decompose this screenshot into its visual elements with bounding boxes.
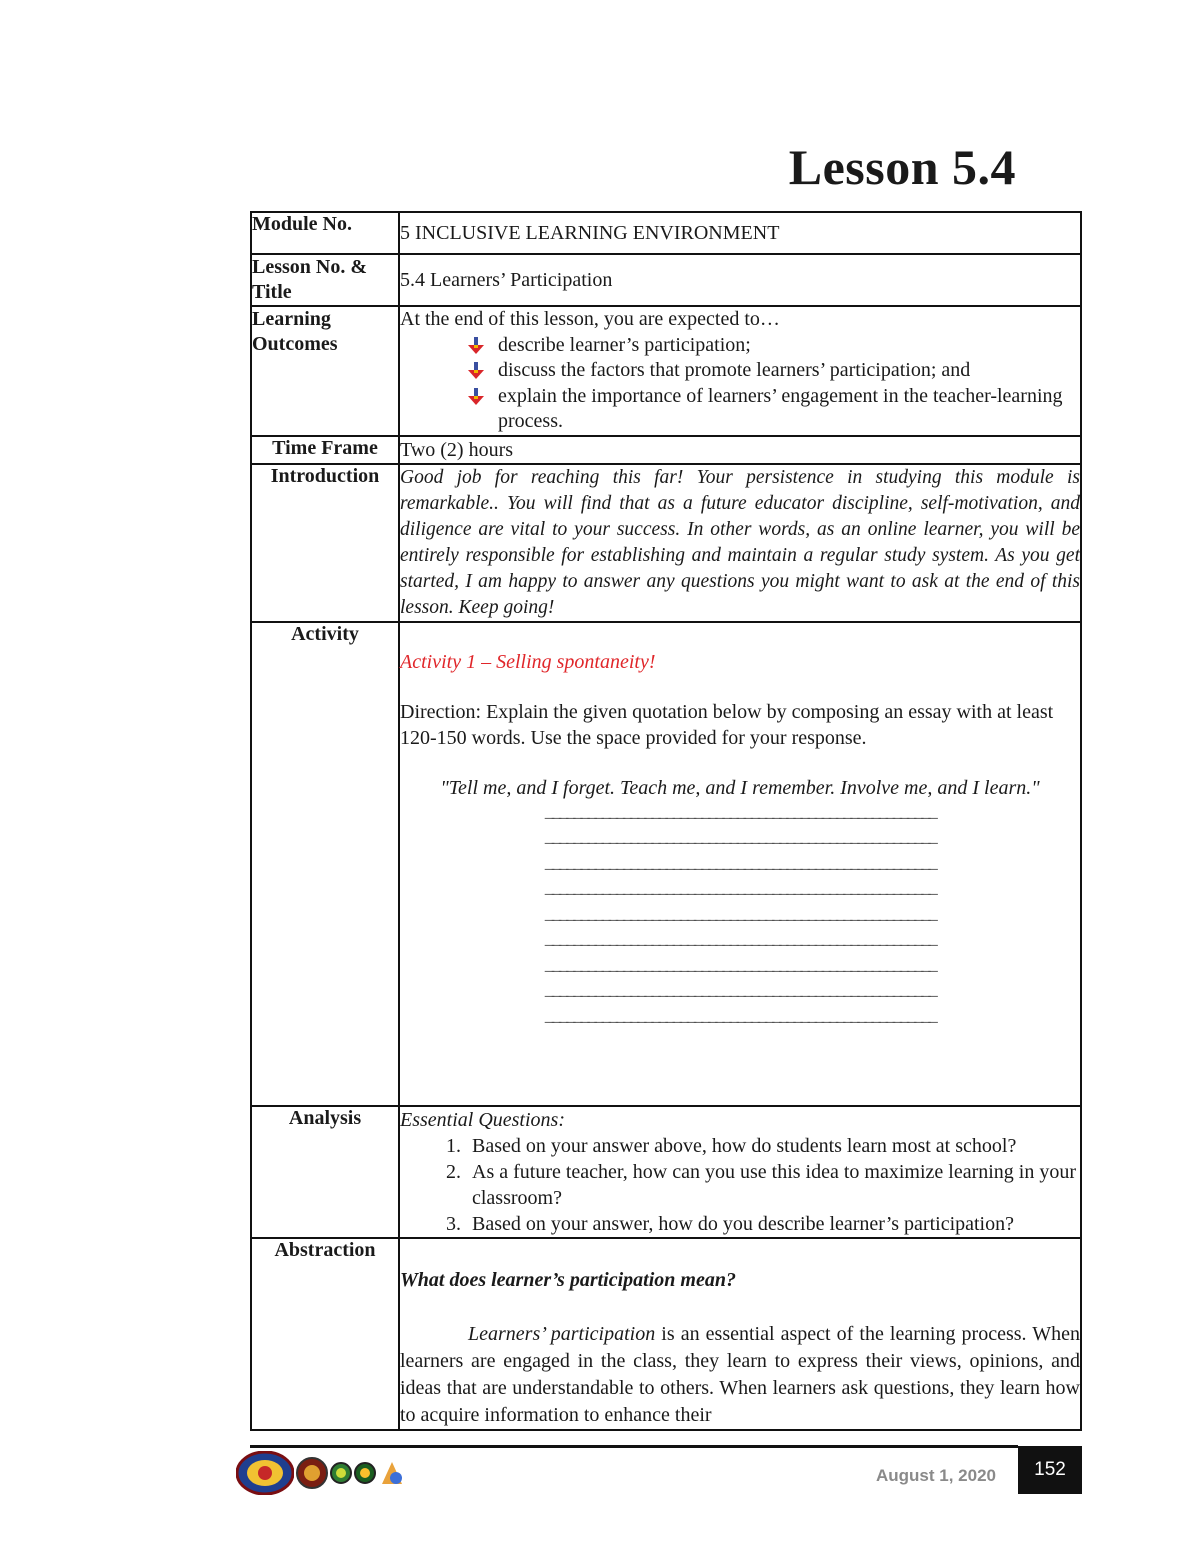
analysis-heading: Essential Questions: — [400, 1108, 565, 1131]
outcomes-intro: At the end of this lesson, you are expected to… — [400, 308, 780, 330]
analysis-label: Analysis — [251, 1106, 399, 1238]
abstraction-question: What does learner’s participation mean? — [400, 1268, 736, 1291]
answer-line: _______________________________________________________ — [544, 931, 936, 949]
outcomes-cell — [399, 306, 1081, 436]
footer-rule — [250, 1445, 1018, 1448]
outcomes-label-line1: Learning — [252, 308, 331, 330]
outcomes-label-line2: Outcomes — [252, 333, 338, 355]
analysis-cell — [399, 1106, 1081, 1238]
arrow-bullet-icon — [468, 337, 484, 355]
abstraction-cell — [399, 1238, 1081, 1430]
analysis-row — [251, 1106, 1081, 1238]
timeframe-value: Two (2) hours — [399, 436, 1081, 464]
introduction-label: Introduction — [251, 464, 399, 622]
answer-line: _______________________________________________________ — [544, 905, 936, 924]
question-item: 2. As a future teacher, how can you use this idea to maximize learning in your classroom? — [466, 1159, 1080, 1211]
outcome-text: explain the importance of learners’ engagement in the teacher-learning process. — [498, 384, 1063, 432]
abstraction-text: is an essential aspect of the learning process. When learners are engaged in the class, they learn to express their views, opinions, and ideas that are understandable to others. When learners ask questions, they learn how to acquire information to enhance their — [400, 1322, 1080, 1426]
answer-line: _______________________________________________________ — [544, 880, 936, 898]
arrow-bullet-icon — [468, 388, 484, 406]
activity-cell — [399, 622, 1081, 1106]
outcome-item — [468, 384, 1080, 435]
introduction-text: Good job for reaching this far! Your persistence in studying this module is remarkable.. You will find that as a future educator discipline, self-motivation, and diligence are vital to your success. In other words, as an online learner, you will be entirely responsible for establishing and maintain a regular study system. As you get started, I am happy to answer any questions you might want to ask at the end of this lesson. Keep going! — [399, 464, 1081, 622]
arrow-bullet-icon — [468, 362, 484, 380]
answer-line: _______________________________________________________ — [544, 803, 936, 822]
outcome-text: describe learner’s participation; — [498, 333, 751, 356]
lesson-value: 5.4 Learners’ Participation — [399, 254, 1081, 306]
essential-questions-list — [400, 1133, 1080, 1237]
module-label: Module No. — [251, 212, 399, 254]
university-seal-icon — [236, 1451, 294, 1495]
outcomes-list — [400, 333, 1080, 435]
answer-line: _______________________________________________________ — [544, 956, 936, 975]
footer-date: August 1, 2020 — [876, 1466, 996, 1485]
question-item: 1. Based on your answer above, how do students learn most at school? — [466, 1133, 1080, 1159]
lesson-label — [251, 254, 399, 306]
answer-line: _______________________________________________________ — [544, 982, 936, 1000]
timeframe-row — [251, 436, 1081, 464]
lesson-label-line2: Title — [252, 281, 292, 303]
lesson-table — [250, 211, 1082, 1431]
footer-logos — [236, 1450, 406, 1496]
department-seal-icon — [330, 1460, 352, 1486]
module-value: 5 INCLUSIVE LEARNING ENVIRONMENT — [399, 212, 1081, 254]
outcomes-row — [251, 306, 1081, 436]
lesson-row — [251, 254, 1081, 306]
abstraction-paragraph — [400, 1321, 1080, 1429]
abstraction-term: Learners’ participation — [468, 1322, 656, 1345]
activity-title: Activity 1 – Selling spontaneity! — [400, 650, 656, 673]
activity-label: Activity — [251, 622, 399, 1106]
outcome-item — [468, 333, 1080, 359]
program-seal-icon — [354, 1460, 376, 1486]
answer-lines — [400, 801, 1080, 1031]
page-number: 152 — [1018, 1446, 1082, 1494]
question-item: 3. Based on your answer, how do you describe learner’s participation? — [466, 1211, 1080, 1237]
college-seal-icon — [296, 1455, 328, 1491]
organization-logo-icon — [378, 1458, 406, 1488]
activity-quote: "Tell me, and I forget. Teach me, and I remember. Involve me, and I learn." — [440, 776, 1040, 799]
answer-line: _______________________________________________________ — [544, 854, 936, 873]
timeframe-label: Time Frame — [251, 436, 399, 464]
lesson-title: Lesson 5.4 — [788, 139, 1016, 195]
outcome-item — [468, 358, 1080, 384]
abstraction-row — [251, 1238, 1081, 1430]
outcomes-label — [251, 306, 399, 436]
lesson-label-line1: Lesson No. & — [252, 256, 368, 278]
abstraction-label: Abstraction — [251, 1238, 399, 1430]
introduction-row — [251, 464, 1081, 622]
activity-direction: Direction: Explain the given quotation below by composing an essay with at least 120-150 words. Use the space provided for your response. — [400, 700, 1054, 749]
answer-line: _______________________________________________________ — [544, 829, 936, 847]
outcome-text: discuss the factors that promote learners’ participation; and — [498, 359, 971, 381]
module-row — [251, 212, 1081, 254]
activity-row — [251, 622, 1081, 1106]
answer-line: _______________________________________________________ — [544, 1007, 936, 1026]
